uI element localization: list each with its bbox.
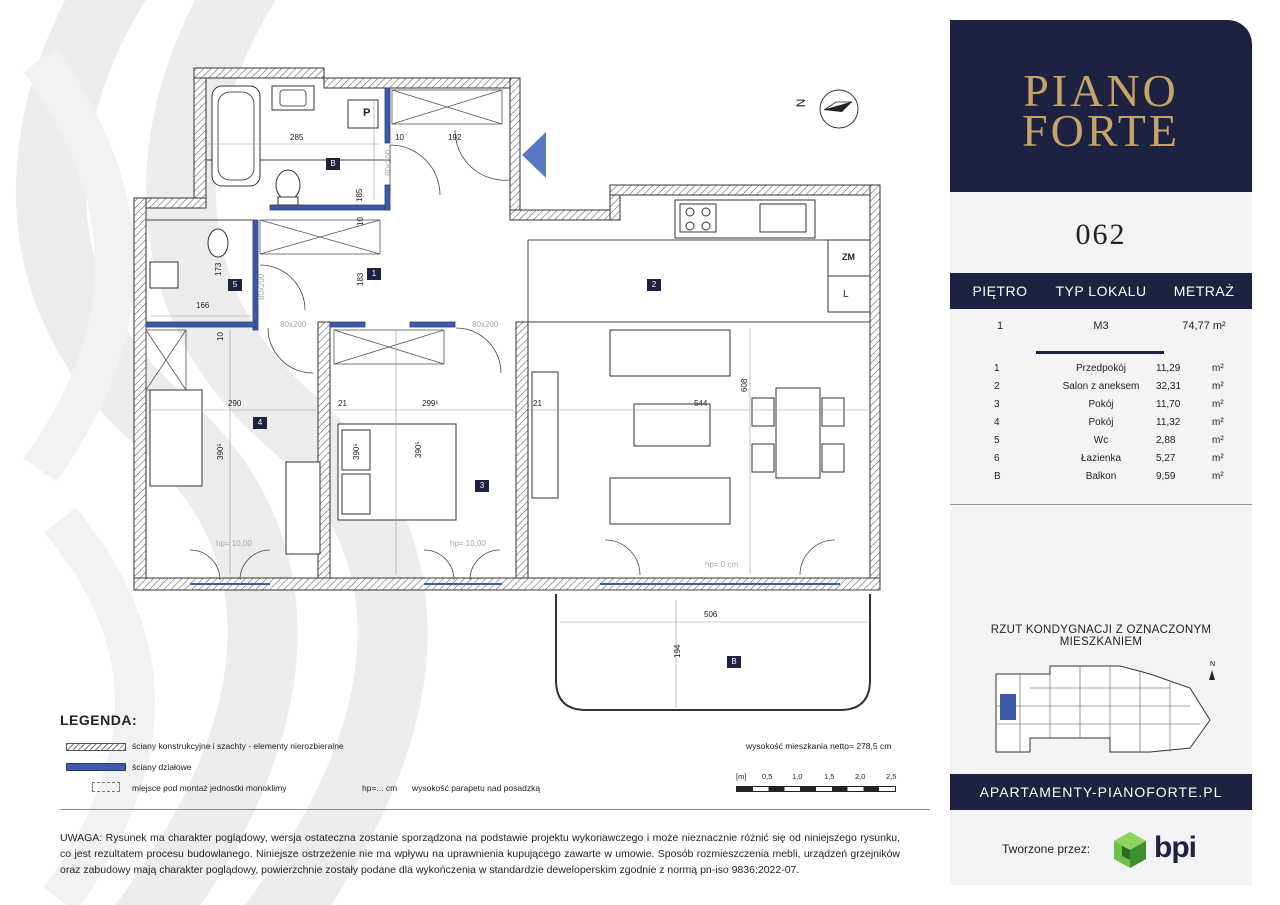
dim-506: 506 — [704, 610, 718, 619]
legend-swatch-ac — [92, 782, 120, 792]
fixture-l: L — [843, 289, 849, 300]
north-label: N — [793, 98, 808, 108]
dim-10-c: 10 — [216, 332, 225, 341]
fixture-p: P — [363, 107, 371, 119]
room-number: 6 — [994, 453, 1000, 464]
dim-80x200-d: 80x200 — [472, 320, 499, 329]
floor-plan-title: RZUT KONDYGNACJI Z OZNACZONYM MIESZKANIEM — [990, 624, 1212, 648]
floor-plan-drawing — [120, 60, 920, 720]
rooms-divider — [950, 504, 1252, 505]
legend-item-ac: miejsce pod montaż jednostki monoklimy — [132, 783, 287, 793]
dim-185: 185 — [355, 188, 364, 202]
summary-underline — [1036, 351, 1164, 354]
minimap-compass-icon — [1209, 670, 1215, 680]
room-name: Przedpokój — [1075, 363, 1127, 374]
room-tag-4: 4 — [253, 417, 267, 429]
room-name: Pokój — [1088, 399, 1114, 410]
room-number: 2 — [994, 381, 1000, 392]
room-tag-1: 1 — [367, 268, 381, 280]
made-by-label: Tworzone przez: — [1002, 842, 1091, 856]
website-bar[interactable] — [950, 774, 1252, 810]
dim-390-c: 390⁵ — [414, 441, 423, 458]
dim-10-b: 10 — [356, 217, 365, 226]
room-unit: m² — [1212, 453, 1224, 464]
room-name: Wc — [1093, 435, 1109, 446]
dim-21-a: 21 — [338, 399, 347, 408]
building-minimap — [990, 648, 1220, 760]
room-number: 1 — [994, 363, 1000, 374]
dim-544: 544 — [694, 399, 708, 408]
website-link[interactable]: APARTAMENTY-PIANOFORTE.PL — [979, 784, 1223, 800]
dim-80x200-c: 80x200 — [280, 320, 307, 329]
room-unit: m² — [1212, 381, 1224, 392]
room-row — [950, 360, 1252, 378]
disclaimer-text: UWAGA: Rysunek ma charakter poglądowy, wersja ostateczna zostanie sporządzona na podstawie projektu wykonawczego i może nieznacznie różnić się od niniejszego rysunku, co jest rezultatem procesu budowlanego. Niniejsze ostrzeżenie nie ma wpływu na uprawnienia kupującego zawarte w umowie. Sposób rozmieszczenia mebli, urządzeń grzejników oraz zabudowy mają charakter poglądowy, powierzchnie zostały podane dla wykończenia w standardzie deweloperskim zgodnie z normą pn-iso 9836:2022-07. — [60, 832, 900, 876]
room-row — [950, 468, 1252, 486]
fixture-zm: ZM — [842, 252, 855, 262]
scale-tick-25: 2,5 — [886, 772, 897, 781]
room-number: 4 — [994, 417, 1000, 428]
header-floor: PIĘTRO — [972, 283, 1028, 299]
legend-title: LEGENDA: — [60, 712, 138, 728]
room-name: Pokój — [1088, 417, 1114, 428]
room-area: 11,29 — [1156, 363, 1181, 374]
bpi-wordmark: bpi — [1154, 831, 1196, 864]
scale-bar-graphic — [736, 786, 896, 792]
room-row — [950, 414, 1252, 432]
dim-80x200-a: 80x200 — [384, 149, 393, 176]
dim-608: 608 — [740, 378, 749, 392]
value-floor: 1 — [996, 320, 1004, 332]
scale-unit: [m] — [736, 772, 747, 781]
header-type: TYP LOKALU — [1055, 283, 1147, 299]
summary-header-bar — [950, 273, 1252, 309]
window-sill-2: hp= 10,00 — [450, 539, 486, 548]
room-name: Salon z aneksem — [1062, 381, 1140, 392]
dim-299: 299⁵ — [422, 399, 439, 408]
legend-hp-key: hp=... cm — [362, 783, 398, 793]
room-area: 32,31 — [1156, 381, 1182, 392]
room-name: Łazienka — [1080, 453, 1122, 464]
dim-194: 194 — [673, 644, 682, 658]
dim-285: 285 — [290, 133, 304, 142]
room-area: 11,70 — [1156, 399, 1181, 410]
room-tag-6: B — [326, 158, 340, 170]
room-row — [950, 396, 1252, 414]
legend — [60, 712, 930, 793]
room-number: 3 — [994, 399, 1000, 410]
dim-183: 183 — [356, 272, 365, 286]
brand-header — [950, 20, 1252, 192]
dim-166: 166 — [196, 301, 210, 310]
scale-tick-15: 1,5 — [824, 772, 835, 781]
logo-line-2: FORTE — [1022, 105, 1180, 156]
scale-tick-05: 0,5 — [762, 772, 773, 781]
legend-item-partition: ściany działowe — [132, 762, 192, 772]
legend-divider — [60, 809, 930, 810]
logo-line-1: PIANO — [1023, 65, 1179, 116]
net-height: wysokość mieszkania netto= 278,5 cm — [746, 741, 892, 751]
room-area: 2,88 — [1156, 435, 1176, 446]
legend-item-structural: ściany konstrukcyjne i szachty - elementy nierozbieralne — [132, 741, 344, 751]
dim-21-b: 21 — [533, 399, 542, 408]
value-area: 74,77 m² — [1182, 320, 1226, 332]
legend-swatch-partition — [66, 763, 126, 771]
header-area: METRAŻ — [1173, 283, 1235, 299]
room-unit: m² — [1212, 435, 1224, 446]
dim-173: 173 — [214, 262, 223, 276]
window-sill-3: hp= 0 cm — [705, 560, 739, 569]
room-tag-3: 3 — [475, 480, 489, 492]
compass — [793, 88, 866, 130]
window-sill-1: hp= 10,00 — [216, 539, 252, 548]
room-row — [950, 378, 1252, 396]
room-unit: m² — [1212, 417, 1224, 428]
info-panel — [950, 20, 1252, 885]
room-tag-5: 5 — [228, 279, 242, 291]
room-area: 5,27 — [1156, 453, 1176, 464]
compass-rose-icon — [818, 88, 860, 130]
dim-390-b: 390⁵ — [352, 443, 361, 460]
room-unit: m² — [1212, 363, 1224, 374]
dim-80x200-b: 80x200 — [257, 273, 266, 300]
room-area: 11,32 — [1156, 417, 1181, 428]
room-tag-2: 2 — [647, 279, 661, 291]
room-unit: m² — [1212, 471, 1224, 482]
room-number: B — [994, 471, 1001, 482]
scale-tick-20: 2,0 — [855, 772, 866, 781]
room-row — [950, 432, 1252, 450]
room-name: Balkon — [1085, 471, 1117, 482]
bpi-logo-icon — [1112, 830, 1148, 870]
room-number: 5 — [994, 435, 1000, 446]
value-type: M3 — [1093, 320, 1109, 332]
room-area: 9,59 — [1156, 471, 1176, 482]
scale-tick-10: 1,0 — [792, 772, 803, 781]
legend-swatch-structural — [66, 743, 126, 751]
unit-number: 062 — [1075, 218, 1127, 251]
dim-390-a: 390⁵ — [216, 443, 225, 460]
room-row — [950, 450, 1252, 468]
dim-10-a: 10 — [395, 133, 404, 142]
floor-plan — [120, 60, 920, 720]
room-unit: m² — [1212, 399, 1224, 410]
room-tag-b: B — [727, 656, 741, 668]
minimap-north-label: N — [1210, 661, 1216, 668]
legend-hp-desc: wysokość parapetu nad posadzką — [412, 783, 541, 793]
dim-192: 192 — [448, 133, 462, 142]
dim-290: 290 — [228, 399, 242, 408]
